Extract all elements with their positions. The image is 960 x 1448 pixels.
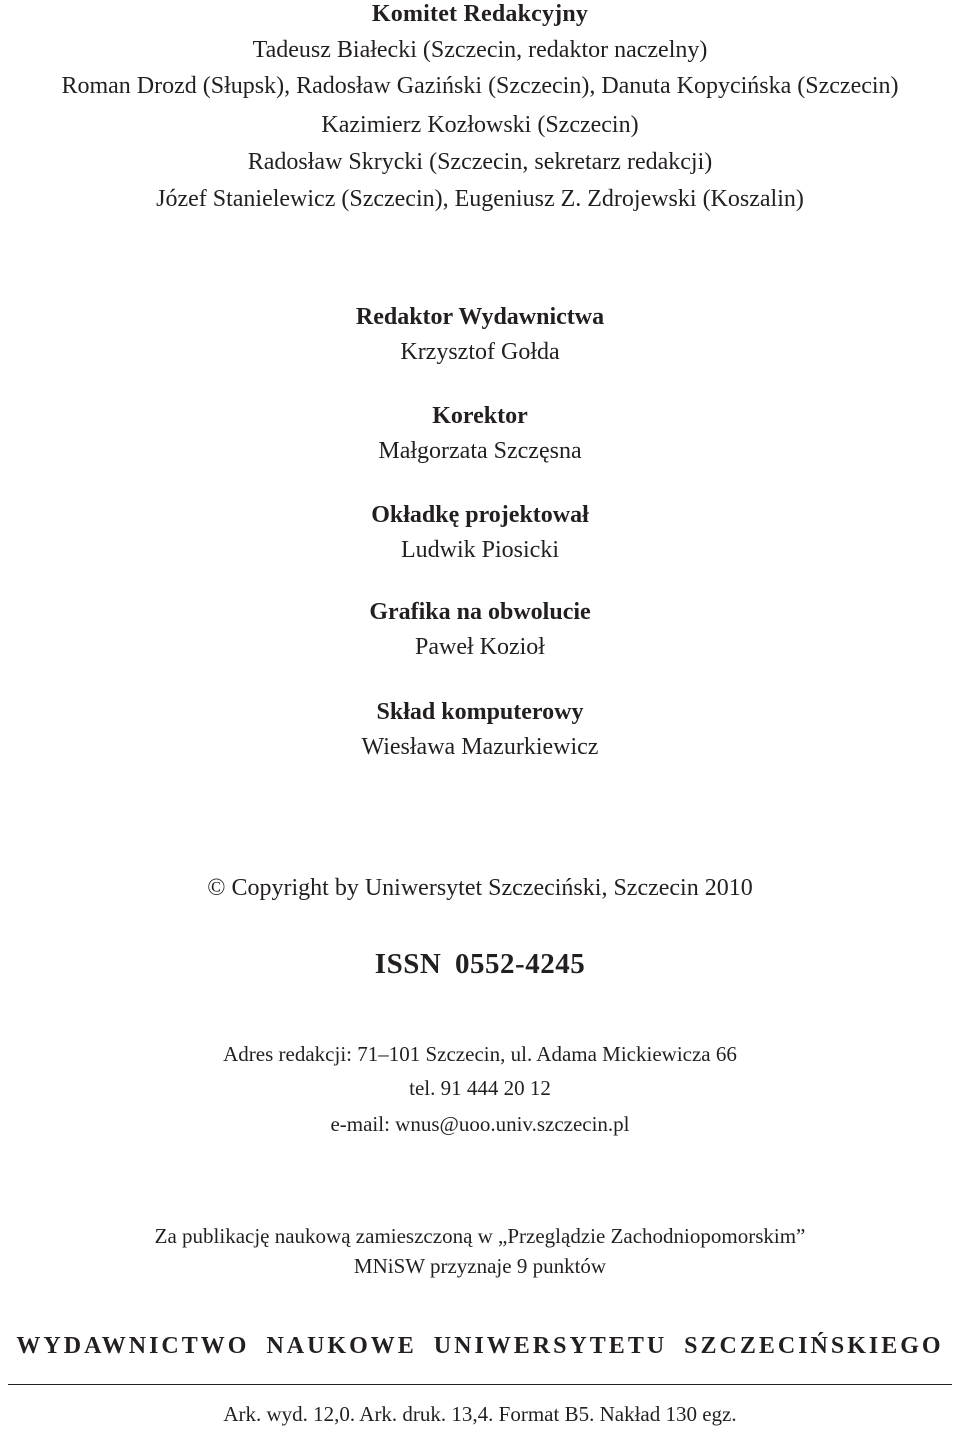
committee-chief-editor: Tadeusz Białecki (Szczecin, redaktor naczelny) (252, 37, 708, 63)
publisher-name: WYDAWNICTWO NAUKOWE UNIWERSYTETU SZCZECIŃSKIEGO (16, 1333, 944, 1359)
credit-name-proofreader: Małgorzata Szczęsna (378, 438, 582, 464)
credit-name-cover-designer: Ludwik Piosicki (400, 537, 559, 563)
publisher-divider (8, 1384, 952, 1385)
credit-name-typesetting: Wiesława Mazurkiewicz (361, 734, 599, 760)
credit-name-publishing-editor: Krzysztof Gołda (400, 339, 560, 365)
credit-name-dust-jacket-graphics: Paweł Kozioł (415, 634, 545, 660)
print-colophon: Ark. wyd. 12,0. Ark. druk. 13,4. Format B5. Nakład 130 egz. (223, 1402, 737, 1426)
committee-heading: Komitet Redakcyjny (371, 1, 589, 27)
points-award-line1: Za publikację naukową zamieszczoną w „Przeglądzie Zachodniopomorskim” (154, 1224, 806, 1248)
editorial-address: Adres redakcji: 71–101 Szczecin, ul. Adama Mickiewicza 66 (223, 1042, 737, 1066)
credit-role-publishing-editor: Redaktor Wydawnictwa (355, 304, 605, 330)
credit-role-dust-jacket-graphics: Grafika na obwolucie (369, 599, 591, 625)
editorial-email: e-mail: wnus@uoo.univ.szczecin.pl (330, 1112, 630, 1136)
credit-role-proofreader: Korektor (432, 403, 528, 429)
editorial-phone: tel. 91 444 20 12 (409, 1076, 551, 1100)
credit-role-typesetting: Skład komputerowy (376, 699, 584, 725)
committee-secretary: Radosław Skrycki (Szczecin, sekretarz redakcji) (247, 149, 713, 175)
points-award-line2: MNiSW przyznaje 9 punktów (353, 1254, 607, 1278)
committee-members-line: Kazimierz Kozłowski (Szczecin) (321, 112, 639, 138)
credit-role-cover-designer: Okładkę projektował (371, 502, 589, 528)
committee-members-line: Roman Drozd (Słupsk), Radosław Gaziński (Szczecin), Danuta Kopycińska (Szczecin) (61, 73, 899, 99)
issn-number: ISSN 0552-4245 (374, 948, 586, 980)
copyright-notice: © Copyright by Uniwersytet Szczeciński, Szczecin 2010 (207, 875, 753, 901)
committee-members-line: Józef Stanielewicz (Szczecin), Eugeniusz Z. Zdrojewski (Koszalin) (156, 186, 804, 212)
